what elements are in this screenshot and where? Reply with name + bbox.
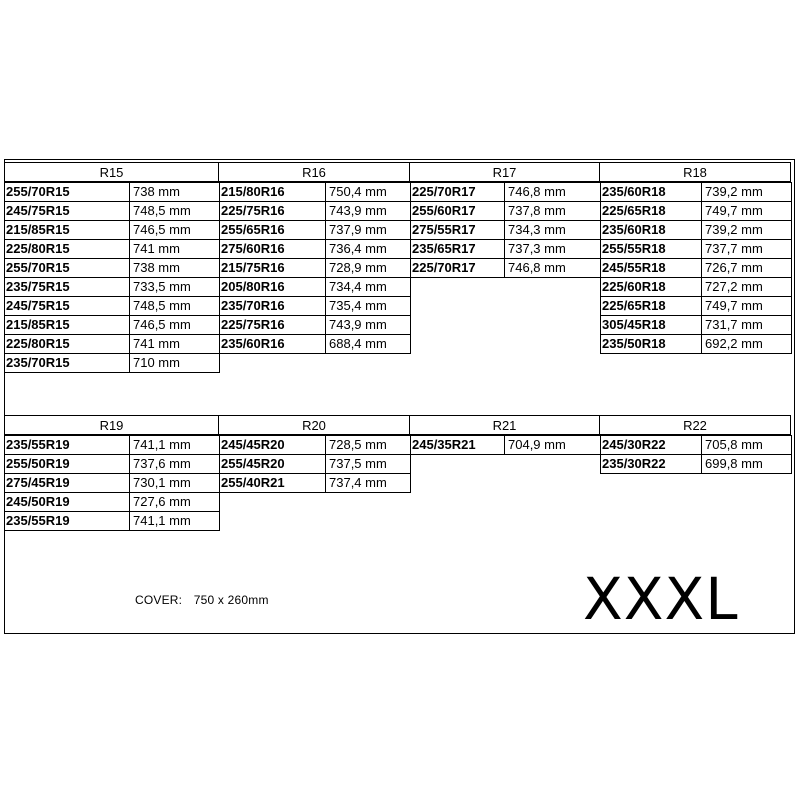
size-row (5, 493, 220, 512)
tire-size: 205/80R16 (220, 278, 326, 297)
size-list (4, 182, 220, 373)
size-row (411, 240, 601, 259)
tire-size: 235/60R16 (220, 335, 326, 354)
size-row (220, 202, 411, 221)
tire-diameter: 746,5 mm (130, 221, 220, 240)
tire-diameter: 743,9 mm (326, 202, 411, 221)
size-row (601, 221, 792, 240)
size-group-r20 (219, 415, 410, 493)
group-title: R15 (4, 162, 219, 182)
tire-size: 225/60R18 (601, 278, 702, 297)
size-row (220, 259, 411, 278)
tire-diameter: 727,6 mm (130, 493, 220, 512)
tire-diameter: 728,9 mm (326, 259, 411, 278)
group-title: R18 (600, 162, 791, 182)
size-group-r21 (410, 415, 600, 455)
tire-size: 225/70R17 (411, 183, 505, 202)
tire-size: 215/75R16 (220, 259, 326, 278)
tire-size: 235/30R22 (601, 455, 702, 474)
size-row (220, 240, 411, 259)
tire-size: 245/30R22 (601, 436, 702, 455)
size-row (5, 278, 220, 297)
size-row (5, 316, 220, 335)
tire-size: 235/70R15 (5, 354, 130, 373)
tire-diameter: 749,7 mm (702, 297, 792, 316)
tire-diameter: 739,2 mm (702, 221, 792, 240)
tire-diameter: 737,5 mm (326, 455, 411, 474)
tire-diameter: 699,8 mm (702, 455, 792, 474)
size-list (219, 182, 411, 354)
size-row (411, 259, 601, 278)
size-group-r22 (600, 415, 791, 474)
tire-diameter: 737,8 mm (505, 202, 601, 221)
tire-size: 235/55R19 (5, 512, 130, 531)
tire-size: 215/85R15 (5, 221, 130, 240)
size-group-r18 (600, 162, 791, 354)
size-list (4, 435, 220, 531)
tire-size: 235/60R18 (601, 221, 702, 240)
tire-diameter: 688,4 mm (326, 335, 411, 354)
tire-diameter: 746,8 mm (505, 259, 601, 278)
tire-size: 245/35R21 (411, 436, 505, 455)
tire-size: 275/45R19 (5, 474, 130, 493)
size-row (5, 354, 220, 373)
size-row (220, 455, 411, 474)
group-title: R19 (4, 415, 219, 435)
tire-size: 255/45R20 (220, 455, 326, 474)
tire-diameter: 733,5 mm (130, 278, 220, 297)
tire-diameter: 750,4 mm (326, 183, 411, 202)
tire-diameter: 692,2 mm (702, 335, 792, 354)
tire-size: 245/55R18 (601, 259, 702, 278)
tire-diameter: 741,1 mm (130, 512, 220, 531)
tire-diameter: 746,5 mm (130, 316, 220, 335)
tire-diameter: 734,3 mm (505, 221, 601, 240)
size-list (219, 435, 411, 493)
tire-size: 235/70R16 (220, 297, 326, 316)
tire-diameter: 728,5 mm (326, 436, 411, 455)
group-title: R17 (410, 162, 600, 182)
tire-diameter: 737,9 mm (326, 221, 411, 240)
size-row (5, 202, 220, 221)
tire-diameter: 748,5 mm (130, 202, 220, 221)
tire-diameter: 737,6 mm (130, 455, 220, 474)
tire-diameter: 739,2 mm (702, 183, 792, 202)
size-row (5, 436, 220, 455)
size-row (601, 316, 792, 335)
tire-size: 215/80R16 (220, 183, 326, 202)
size-row (220, 278, 411, 297)
tire-diameter: 730,1 mm (130, 474, 220, 493)
size-row (411, 436, 601, 455)
size-row (5, 259, 220, 278)
size-row (411, 183, 601, 202)
tire-diameter: 731,7 mm (702, 316, 792, 335)
tire-size: 255/65R16 (220, 221, 326, 240)
size-row (5, 221, 220, 240)
tire-diameter: 704,9 mm (505, 436, 601, 455)
size-row (220, 436, 411, 455)
tire-diameter: 727,2 mm (702, 278, 792, 297)
tire-size: 245/75R15 (5, 202, 130, 221)
tire-size: 305/45R18 (601, 316, 702, 335)
group-title: R16 (219, 162, 410, 182)
size-row (411, 202, 601, 221)
size-row (220, 221, 411, 240)
tire-diameter: 746,8 mm (505, 183, 601, 202)
tire-diameter: 737,4 mm (326, 474, 411, 493)
tire-size: 235/75R15 (5, 278, 130, 297)
cover-label: COVER: (135, 593, 183, 607)
size-row (601, 335, 792, 354)
tire-size: 245/75R15 (5, 297, 130, 316)
size-row (601, 240, 792, 259)
tire-diameter: 736,4 mm (326, 240, 411, 259)
tire-diameter: 741 mm (130, 240, 220, 259)
size-row (220, 335, 411, 354)
tire-size: 215/85R15 (5, 316, 130, 335)
tire-size: 255/50R19 (5, 455, 130, 474)
size-group-r19 (4, 415, 219, 531)
size-row (601, 455, 792, 474)
tire-diameter: 710 mm (130, 354, 220, 373)
tire-size: 225/70R17 (411, 259, 505, 278)
tire-diameter: 737,7 mm (702, 240, 792, 259)
tire-diameter: 738 mm (130, 183, 220, 202)
tire-size: 225/65R18 (601, 202, 702, 221)
tire-size: 255/70R15 (5, 259, 130, 278)
size-row (601, 436, 792, 455)
tire-diameter: 741,1 mm (130, 436, 220, 455)
size-row (601, 297, 792, 316)
tire-size: 225/80R15 (5, 240, 130, 259)
tire-size: 245/45R20 (220, 436, 326, 455)
tire-size: 275/55R17 (411, 221, 505, 240)
tire-size: 255/40R21 (220, 474, 326, 493)
size-row (220, 297, 411, 316)
size-row (5, 512, 220, 531)
group-title: R21 (410, 415, 600, 435)
size-row (601, 183, 792, 202)
size-list (410, 435, 601, 455)
size-row (411, 221, 601, 240)
size-row (5, 455, 220, 474)
tire-diameter: 749,7 mm (702, 202, 792, 221)
tire-diameter: 705,8 mm (702, 436, 792, 455)
group-title: R20 (219, 415, 410, 435)
tire-size: 255/55R18 (601, 240, 702, 259)
tire-size: 275/60R16 (220, 240, 326, 259)
size-row (5, 183, 220, 202)
tire-diameter: 741 mm (130, 335, 220, 354)
cover-dimensions (135, 593, 269, 607)
size-list (600, 435, 792, 474)
size-row (5, 240, 220, 259)
tire-size: 225/75R16 (220, 202, 326, 221)
size-row (220, 183, 411, 202)
size-row (5, 297, 220, 316)
size-list (600, 182, 792, 354)
size-group-r15 (4, 162, 219, 373)
tire-size: 255/60R17 (411, 202, 505, 221)
tire-diameter: 748,5 mm (130, 297, 220, 316)
tire-size: 255/70R15 (5, 183, 130, 202)
size-row (5, 474, 220, 493)
tire-size: 235/60R18 (601, 183, 702, 202)
tire-diameter: 726,7 mm (702, 259, 792, 278)
group-title: R22 (600, 415, 791, 435)
cover-value: 750 x 260mm (193, 593, 269, 607)
size-group-r16 (219, 162, 410, 354)
tire-diameter: 734,4 mm (326, 278, 411, 297)
size-row (601, 259, 792, 278)
tire-diameter: 743,9 mm (326, 316, 411, 335)
tire-diameter: 737,3 mm (505, 240, 601, 259)
tire-diameter: 735,4 mm (326, 297, 411, 316)
tire-diameter: 738 mm (130, 259, 220, 278)
tire-size: 235/65R17 (411, 240, 505, 259)
tire-size: 235/55R19 (5, 436, 130, 455)
size-row (5, 335, 220, 354)
size-row (220, 316, 411, 335)
size-row (601, 278, 792, 297)
tire-size: 245/50R19 (5, 493, 130, 512)
tire-size: 225/75R16 (220, 316, 326, 335)
tire-size: 235/50R18 (601, 335, 702, 354)
size-group-r17 (410, 162, 600, 278)
tire-size: 225/65R18 (601, 297, 702, 316)
size-list (410, 182, 601, 278)
size-label: XXXL (583, 565, 739, 633)
size-row (220, 474, 411, 493)
size-row (601, 202, 792, 221)
tire-size: 225/80R15 (5, 335, 130, 354)
